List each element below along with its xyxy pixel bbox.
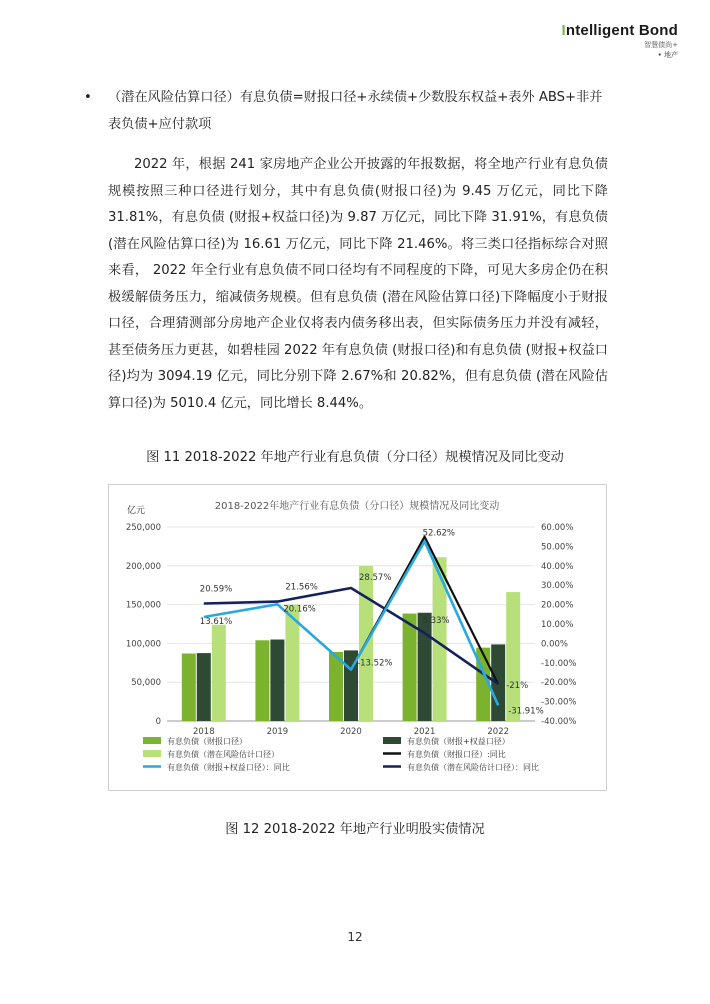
- y-tick-label: 150,000: [125, 600, 161, 611]
- data-label: 21.56%: [285, 582, 318, 593]
- x-tick-label: 2022: [487, 727, 510, 737]
- debt-chart: [108, 484, 607, 791]
- x-tick-label: 2020: [340, 727, 362, 737]
- data-label: -21%: [506, 681, 529, 692]
- data-label: 20.16%: [283, 604, 316, 615]
- bar-1-2018: [182, 653, 196, 721]
- y2-tick-label: 0.00%: [541, 639, 569, 650]
- y-tick-label: 100,000: [125, 639, 161, 650]
- bar-2-2019: [270, 640, 284, 721]
- chart-title: 2018-2022年地产行业有息负债（分口径）规模情况及同比变动: [214, 501, 500, 512]
- data-label: -13.52%: [357, 658, 393, 669]
- x-tick-label: 2018: [192, 727, 215, 737]
- y2-tick-label: 10.00%: [541, 620, 574, 630]
- figure-12-caption: 图 12 2018-2022 年地产行业明股实债情况: [225, 822, 485, 837]
- brand-logo: [561, 22, 678, 60]
- x-tick-label: 2021: [413, 727, 436, 737]
- bar-3-2018: [212, 625, 226, 721]
- y2-tick-label: -40.00%: [541, 717, 577, 727]
- data-label: 52.62%: [422, 528, 456, 539]
- y2-tick-label: 60.00%: [541, 523, 574, 533]
- legend-label: 有息负债（财报+权益口径）：同比: [167, 763, 290, 772]
- x-tick-label: 2019: [266, 727, 289, 737]
- y2-tick-label: -30.00%: [541, 697, 577, 708]
- legend-label: 有息负债（财报口径）: [167, 737, 247, 746]
- chart-ylabel: 亿元: [127, 506, 146, 516]
- x-axis-ticks: [193, 727, 509, 737]
- data-label: 13.61%: [199, 616, 233, 627]
- data-label: 20.59%: [199, 584, 233, 595]
- y-tick-label: 0: [155, 717, 161, 727]
- chart-canvas: [109, 485, 606, 790]
- legend-swatch: [383, 737, 401, 744]
- y2-tick-label: -10.00%: [541, 658, 577, 669]
- logo-subtitle: 智慧债尚+: [644, 41, 678, 49]
- legend-label: 有息负债（财报+权益口径）: [407, 737, 510, 746]
- legend-swatch: [143, 737, 161, 744]
- data-label: 28.57%: [359, 572, 392, 583]
- chart-legend: [143, 736, 539, 772]
- logo-initial: I: [561, 22, 566, 39]
- bar-3-2022: [506, 592, 520, 721]
- logo-title: [561, 22, 678, 39]
- y2-axis-ticks: [541, 523, 576, 727]
- y-tick-label: 50,000: [131, 678, 161, 689]
- figure-11-caption: 图 11 2018-2022 年地产行业有息负债（分口径）规模情况及同比变动: [146, 450, 564, 465]
- bar-1-2019: [255, 640, 269, 721]
- y2-tick-label: 50.00%: [541, 542, 574, 553]
- bar-2-2018: [197, 653, 211, 721]
- y-tick-label: 200,000: [125, 561, 161, 572]
- page-number: 12: [347, 930, 363, 944]
- y2-tick-label: 30.00%: [541, 581, 574, 592]
- y2-tick-label: -20.00%: [541, 678, 577, 689]
- y-axis-ticks: [126, 523, 161, 727]
- logo-subtitle-2: • 地产: [657, 51, 678, 59]
- y2-tick-label: 20.00%: [541, 600, 574, 611]
- y-tick-label: 250,000: [125, 523, 161, 533]
- legend-label: 有息负债（潜在风险估计口径）: [167, 750, 279, 759]
- data-label: 5.33%: [422, 616, 450, 627]
- legend-label: 有息负债（财报口径）:同比: [407, 750, 506, 759]
- legend-swatch: [143, 750, 161, 757]
- y2-tick-label: 40.00%: [541, 561, 574, 572]
- legend-label: 有息负债（潜在风险估计口径）：同比: [407, 763, 539, 772]
- body-paragraph: 2022 年，根据 241 家房地产企业公开披露的年报数据，将全地产行业有息负债规模按照三种口径进行划分，其中有息负债(财报口径)为 9.45 万亿元，同比下降 31.81%，有息负债 (财报+权益口径)为 9.87 万亿元，同比下降 31.91%，有息负债 (潜在风险估算口径)为 16.61 万亿元，同比下降 21.46%。将三类口径指标综合对照来看， 2022 年全行业有息负债不同口径均有不同程度的下降，可见大多房企仍在积极缓解债务压力，缩减债务规模。但有息负债 (潜在风险估算口径)下降幅度小于财报口径，合理猜测部分房地产企业仅将表内债务移出表，但实际债务压力并没有减轻，甚至债务压力更甚，如碧桂园 2022 年有息负债 (财报口径)和有息负债 (财报+权益口径)均为 3094.19 亿元，同比分别下降 2.67%和 20.82%，但有息负债 (潜在风险估算口径)为 5010.4 亿元，同比增长 8.44%。: [108, 157, 608, 411]
- bar-1-2021: [403, 614, 417, 721]
- definition-bullet: [84, 84, 608, 138]
- data-label: -31.91%: [508, 706, 544, 717]
- bullet-dot: •: [84, 90, 92, 105]
- logo-word: ntelligent Bond: [565, 22, 678, 39]
- bullet-text: （潜在风险估算口径）有息负债=财报口径+永续债+少数股东权益+表外 ABS+非并表负债+应付款项: [108, 90, 603, 132]
